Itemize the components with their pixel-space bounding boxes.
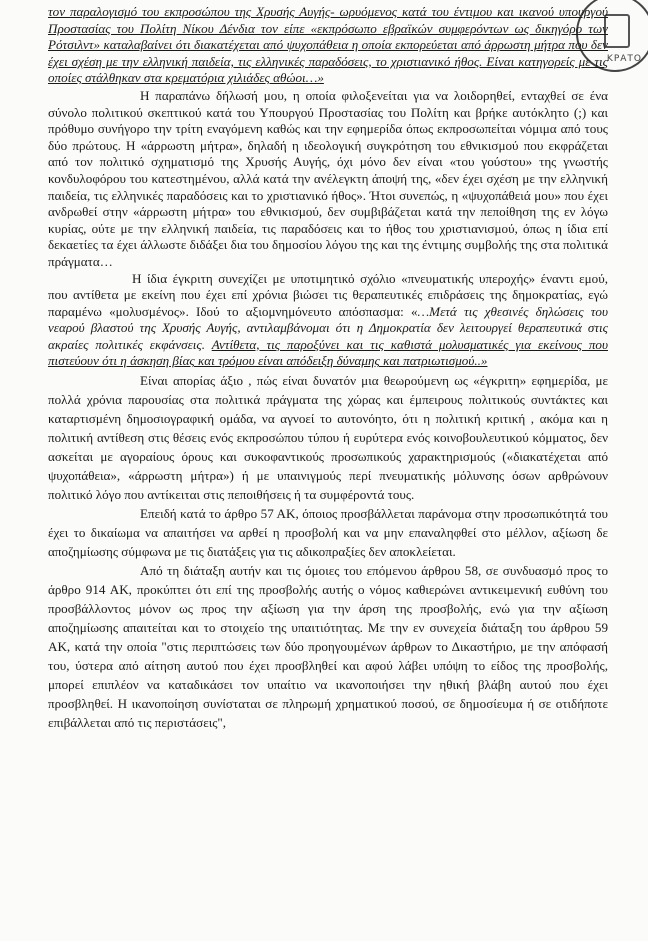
quoted-statement: τον παραλογισμό του εκπροσώπου της Χρυσής Αυγής- ωρυόμενος κατά του έντιμου και ικανού υπουργού Προστασίας του Πολίτη Νίκου Δένδια τον είπε «εκπρόσωπο εβραϊκών συμφερόντων ως δικηγόρο των Ρότσιλντ» καταλαβαίνει ότι διακατέχεται από ψυχοπάθεια η οποία εκπορεύεται από άρρωστη μήτρα που δεν έχει σχέση με την ελληνική παιδεία, τις ελληνικές παραδόσεις, το χριστιανικό ήθος. Είναι κατηγορείς με τις οποίες στάλθηκαν στα κρεματόρια χιλιάδες αθώοι…» <box>48 4 608 86</box>
stamp-text: ΚΡΑΤΟ <box>606 54 642 64</box>
quoted-excerpt-underlined: Αντίθετα, τις παροξύνει και τις καθιστά μολυσματικές για εκείνους που πιστεύουν ότι η άσκηση βίας και τρόμου είναι απόδειξη δύναμης και πατριωτισμού..» <box>48 336 608 369</box>
paragraph-4: Επειδή κατά το άρθρο 57 ΑΚ, όποιος προσβάλλεται παράνομα στην προσωπικότητά του έχει το δικαίωμα να απαιτήσει να αρθεί η προσβολή και να μην επαναληφθεί στο μέλλον, αξίωση δε αποζημίωσης σύμφωνα με τις διατάξεις για τις αδικοπραξίες δεν αποκλείεται. <box>48 506 608 560</box>
paragraph-0 <box>48 4 608 87</box>
paragraph-2-intro: Η ίδια έγκριτη συνεχίζει με υποτιμητικό σχόλιο «πνευματικής υπεροχής» έναντι εμού, που αντίθετα με εκείνη που έχει επί χρόνια βιώσει τις θεραπευτικές επιδράσεις της δημοκρατίας, εγώ παραμένω «μολυσμένος». Ιδού το αξιομνημόνευτο απόσπασμα: « <box>48 270 608 319</box>
paragraph-5: Από τη διάταξη αυτήν και τις όμοιες του επόμενου άρθρου 58, σε συνδυασμό προς το άρθρο 914 ΑΚ, προκύπτει ότι επί της προσβολής αυτής ο νόμος καθιερώνει αντικειμενική ευθύνη του προσβάλλοντος μόνον ως προς την αξίωση για την άρση της προσβολής, ενώ για την αξίωση αποζημίωσης απαιτείται και το στοιχείο της υπαιτιότητας. Με την εν συνεχεία διάταξη του άρθρου 59 ΑΚ, κατά την οποία "στις περιπτώσεις των δύο προηγουμένων άρθρων το Δικαστήριο, με την απόφασή του, ύστερα από αίτηση αυτού που έχει προσβληθεί και αφού λάβει υπόψη το είδος της προσβολής, μπορεί επιπλέον να καταδικάσει τον υπαίτιο να ικανοποιήσει την ηθική βλάβη αυτού που έχει προσβληθεί. Η ικανοποίηση συνίσταται σε πληρωμή χρηματικού ποσού, σε δημοσίευμα ή σε οτιδήποτε επιβάλλεται από τις περιστάσεις", <box>48 563 608 731</box>
quoted-excerpt: …Μετά τις χθεσινές δηλώσεις του νεαρού βλαστού της Χρυσής Αυγής, αντιλαμβάνομαι ότι η Δημοκρατία δεν λειτουργεί θεραπευτικά στις ακραίες πολιτικές εκφάνσεις. <box>48 303 608 352</box>
paragraph-2 <box>48 271 608 371</box>
paragraph-3: Είναι απορίας άξιο , πώς είναι δυνατόν μια θεωρούμενη ως «έγκριτη» εφημερίδα, με πολλά χρόνια παρουσίας στα πολιτικά πράγματα της χώρας και έμπειρους πολιτικούς συντάκτες και καταρτισμένη δημοσιογραφική ομάδα, να αγνοεί το αυτονόητο, ότι η πολιτική κριτική , ακόμα και η πολιτική αντίθεση στις θέσεις ενός εκπροσώπου τύπου ή ευρύτερα ενός κοινοβουλευτικού κόμματος, δεν ασκείται με αγοραίους όρους και συκοφαντικούς προσωπικούς χαρακτηρισμούς («διακατέχεται από ψυχοπάθεια», «άρρωστη μήτρα») ή με υπαινιγμούς περί πνευματικής μόλυνσης όσων αρθρώνουν πολιτικό λόγο που αντίκειται στις πεποιθήσεις ή τα συμφέροντά τους. <box>48 373 608 503</box>
document-page <box>48 4 608 732</box>
paragraph-1: Η παραπάνω δήλωσή μου, η οποία φιλοξενείται για να λοιδορηθεί, ενταχθεί σε ένα σύνολο πολιτικού σκεπτικού κατά του Υπουργού Προστασίας του Πολίτη και βρήκε αυτόκλητο (;) και πρόθυμο συνήγορο την τρίτη εναγόμενη καθώς και την εφημερίδα όπως εκπροσωπείται νόμιμα από τους δύο πρώτους. Η «άρρωστη μήτρα», δηλαδή η ιδεολογική συγκρότηση του εθνικισμού που εκφράζεται από τον πολιτικό σχηματισμό της Χρυσής Αυγής, όχι μόνο δεν είναι «του γούστου» της γνωστής κονδυλοφόρου του κατεστημένου, αλλά κατά την ανέλεγκτη άποψή της, «δεν έχει σχέση με την ελληνική παιδεία, τις ελληνικές παραδόσεις και το χριστιανικό ήθος». Ήτοι συνεπώς, η «ψυχοπάθειά μου» που έχει ανδρωθεί στην «άρρωστη μήτρα» του εθνικισμού, δεν συμβιβάζεται κατά την πεποίθηση της εν λόγω κυρίας, ούτε με την ελληνική παιδεία, τις παραδόσεις και το ήθος του χριστιανισμού, όπως η ίδια επί δεκαετίες τα έχει άλλωστε διδάξει δια του δημοσίου λόγου της και της έντιμης συμβολής της στα πολιτικά πράγματα… <box>48 87 608 269</box>
